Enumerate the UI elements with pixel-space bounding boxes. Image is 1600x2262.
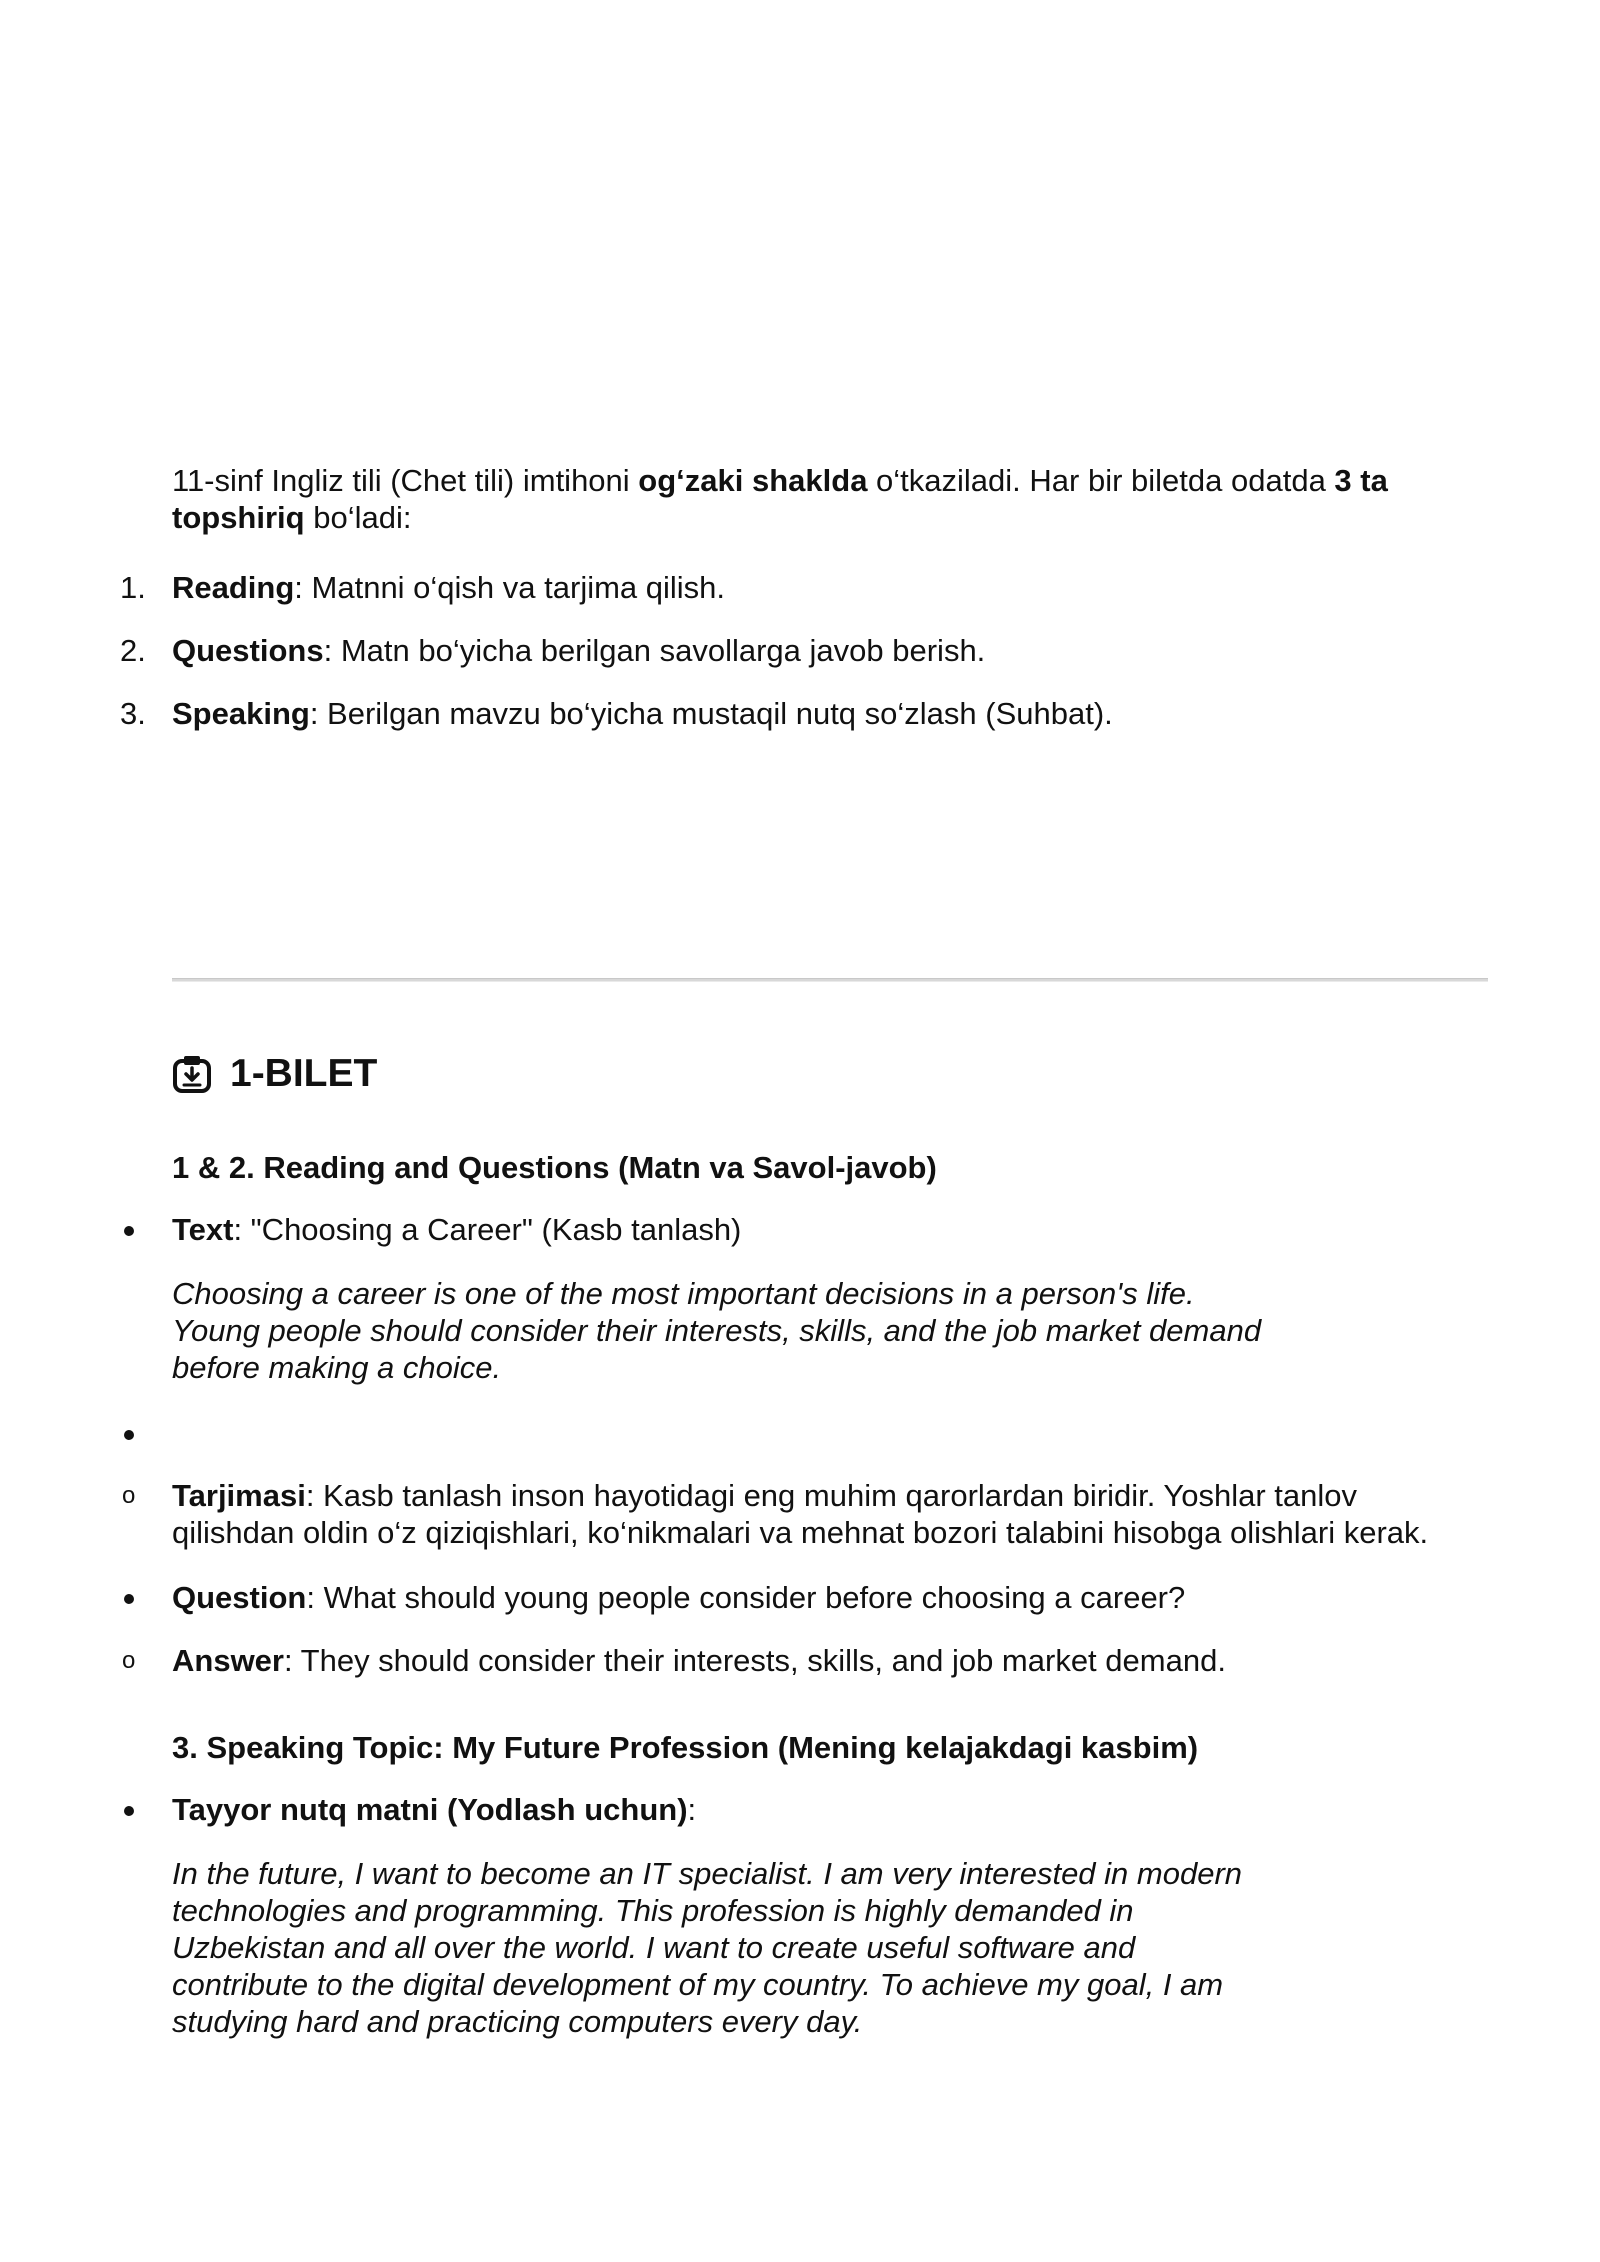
translation-line-2: qilishdan oldin o‘z qiziqishlari, ko‘nikmalari va mehnat bozori talabini hisobga olishlari kerak. — [172, 1515, 1429, 1550]
task-number-2: 2. — [120, 633, 146, 668]
bullet-dot — [124, 1806, 134, 1816]
passage-line: Young people should consider their interests, skills, and the job market demand — [172, 1313, 1262, 1348]
answer-text: : They should consider their interests, skills, and job market demand. — [283, 1643, 1226, 1678]
task-number-1: 1. — [120, 570, 146, 605]
task-item-3 — [172, 695, 1113, 732]
passage-line: before making a choice. — [172, 1350, 502, 1385]
ticket-title: 1-BILET — [230, 1052, 378, 1095]
horizontal-divider — [172, 978, 1488, 982]
speech-passage — [172, 1855, 1242, 2040]
section-heading-reading: 1 & 2. Reading and Questions (Matn va Savol-javob) — [172, 1150, 937, 1185]
sub-bullet-circle: o — [122, 1647, 136, 1674]
ticket-icon — [172, 1054, 212, 1094]
translation-line-1: : Kasb tanlash inson hayotidagi eng muhim qarorlardan biridir. Yoshlar tanlov — [305, 1478, 1358, 1513]
intro-text-2: o‘tkaziladi. Har bir biletda odatda — [867, 463, 1335, 498]
ticket-heading — [172, 1052, 377, 1096]
task-number-3: 3. — [120, 696, 146, 731]
speech-line: contribute to the digital development of my country. To achieve my goal, I am — [172, 1967, 1224, 2002]
question-item — [172, 1579, 1185, 1616]
intro-paragraph — [172, 462, 1492, 536]
question-text: : What should young people consider before choosing a career? — [306, 1580, 1186, 1615]
speech-line: In the future, I want to become an IT specialist. I am very interested in modern — [172, 1856, 1243, 1891]
question-label: Question — [172, 1580, 307, 1615]
speech-line: Uzbekistan and all over the world. I want to create useful software and — [172, 1930, 1136, 1965]
bullet-dot — [124, 1594, 134, 1604]
speech-line: studying hard and practicing computers every day. — [172, 2004, 863, 2039]
section-heading-speaking: 3. Speaking Topic: My Future Profession (Mening kelajakdagi kasbim) — [172, 1730, 1199, 1765]
bullet-dot — [124, 1226, 134, 1236]
sub-bullet-circle: o — [122, 1482, 136, 1509]
task-text-questions: : Matn bo‘yicha berilgan savollarga javob berish. — [323, 633, 986, 668]
speech-label: Tayyor nutq matni (Yodlash uchun) — [172, 1792, 688, 1827]
answer-item — [172, 1642, 1226, 1679]
intro-text-1: 11-sinf Ingliz tili (Chet tili) imtihoni — [172, 463, 639, 498]
text-value: : "Choosing a Career" (Kasb tanlash) — [233, 1212, 742, 1247]
translation-label: Tarjimasi — [172, 1478, 306, 1513]
bullet-dot — [124, 1430, 134, 1440]
task-label-questions: Questions — [172, 633, 324, 668]
intro-text-3: bo‘ladi: — [304, 500, 412, 535]
text-label: Text — [172, 1212, 234, 1247]
intro-bold-2a: 3 ta — [1334, 463, 1388, 498]
speech-colon: : — [687, 1792, 697, 1827]
speech-item — [172, 1791, 696, 1828]
task-item-1 — [172, 569, 725, 606]
passage-line: Choosing a career is one of the most important decisions in a person's life. — [172, 1276, 1195, 1311]
task-text-speaking: : Berilgan mavzu bo‘yicha mustaqil nutq so‘zlash (Suhbat). — [309, 696, 1113, 731]
task-label-speaking: Speaking — [172, 696, 310, 731]
task-label-reading: Reading — [172, 570, 295, 605]
text-item — [172, 1211, 741, 1248]
intro-bold-2b: topshiriq — [172, 500, 305, 535]
task-text-reading: : Matnni o‘qish va tarjima qilish. — [294, 570, 726, 605]
speech-line: technologies and programming. This profession is highly demanded in — [172, 1893, 1134, 1928]
reading-passage — [172, 1275, 1261, 1386]
translation-item — [172, 1477, 1428, 1551]
answer-label: Answer — [172, 1643, 284, 1678]
intro-bold-1: og‘zaki shaklda — [638, 463, 868, 498]
task-item-2 — [172, 632, 985, 669]
